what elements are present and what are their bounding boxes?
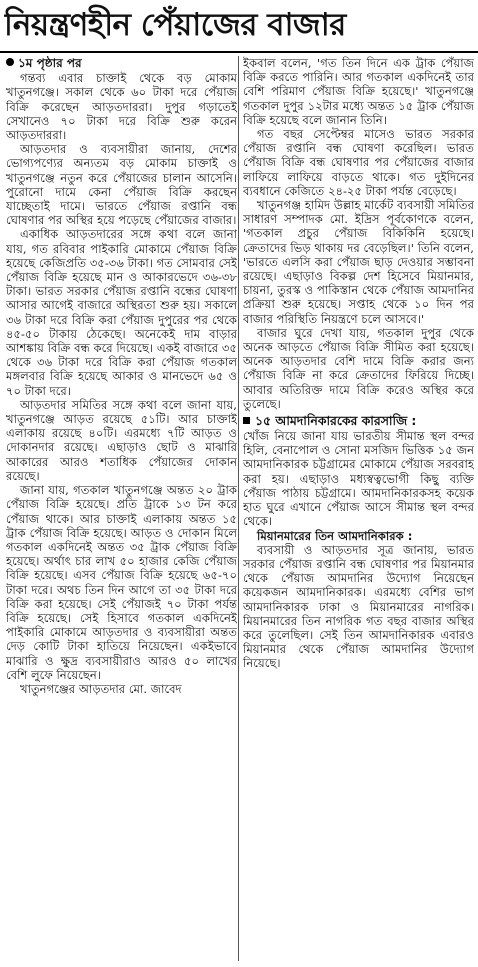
paragraph: আড়তদার ও ব্যবসায়ীরা জানায়, দেশের ভোগ্যপণ্যের অন্যতম বড় মোকাম চাক্তাই ও খাতুনগঞ্জে নতুন করে পেঁয়াজের চালান আসেনি। পুরোনো দামে কেনা পেঁয়াজ বিক্রি করছেন যাচ্ছেতাই দামে। ভারতে পেঁয়াজ রপ্তানি বন্ধ ঘোষণার পর অস্থির হয়ে পড়েছে পেঁয়াজের বাজার। — [6, 142, 237, 228]
continued-from-text: ১ম পৃষ্ঠার পর — [18, 56, 82, 70]
inline-subhead-myanmar: মিয়ানমারের তিন আমদানিকারক : — [257, 528, 413, 543]
paragraph: গন্তব্য এবার চাক্তাই থেকে বড় মোকাম খাতুনগঞ্জে। সকাল থেকে ৬০ টাকা দরে পেঁয়াজ বিক্রি করেছেন আড়তদাররা। দুপুর গড়াতেই সেখানেও ৭০ টাকা দরে বিক্রি শুরু করেন আড়তদাররা। — [6, 71, 237, 143]
paragraph: বাজার ঘুরে দেখা যায়, গতকাল দুপুর থেকে অনেক আড়তে পেঁয়াজ বিক্রি সীমিত করা হয়েছে। অনেক আড়তদার বেশি দামে বিক্রি করার জন্য পেঁয়াজ বিক্রি না করে ক্রেতাদের ফিরিয়ে দিচ্ছে। আবার অতিরিক্ত দামে বিক্রি করেও অস্থির করে তুলেছে। — [243, 325, 474, 411]
paragraph: খোঁজ নিয়ে জানা যায় ভারতীয় সীমান্ত স্থল বন্দর হিলি, বেনাপোল ও সোনা মসজিদ ভিত্তিক ১৫ জন আমদানিকারক চট্টগ্রামের মোকামে পেঁয়াজ সরবরাহ করা হয়। এছাড়াও মধ্যস্বত্বভোগী কিছু ব্যক্তি পেঁয়াজ পাঠায় চট্টগ্রামে। আমদানিকারকসহ কয়েক হাত ঘুরে এখানে পেঁয়াজ আসে সীমান্ত স্থল বন্দর থেকে। — [243, 429, 474, 529]
continued-from-label — [6, 56, 237, 70]
paragraph: একাধিক আড়তদারের সঙ্গে কথা বলে জানা যায়, গত রবিবার পাইকারি মোকামে পেঁয়াজ বিক্রি হয়েছে কেজিপ্রতি ৩৫-৩৬ টাকা। গত সোমবার সেই পেঁয়াজ বিক্রি হয়েছে মান ও আকারভেদে ৩৬-৩৮ টাকা। ভারত সরকার পেঁয়াজ রপ্তানি বন্ধের ঘোষণা আসার আগেই বাজারে অস্থিরতা শুরু হয়। সকালে ৩৬ টাকা দরে বিক্রি করা পেঁয়াজ দুপুরের পর থেকে ৪৫-৫০ টাকায় ঠেকেছে। অনেকেই দাম বাড়ার আশঙ্কায় বিক্রি বন্ধ করে দিয়েছে। একই বাজারে ৩৫ থেকে ৩৬ টাকা দরে বিক্রি করা পেঁয়াজ গতকাল মঙ্গলবার বিক্রি হয়েছে আকার ও মানভেদে ৬৫ ও ৭০ টাকা দরে। — [6, 227, 237, 398]
paragraph: খাতুনগঞ্জ হামিদ উল্লাহ মার্কেট ব্যবসায়ী সমিতির সাধারণ সম্পাদক মো. ইদ্রিস পূর্বকোণকে বলেন, 'গতকাল প্রচুর পেঁয়াজ বিকিকিনি হয়েছে। ক্রেতাদের ভিড় থাকায় দর বেড়েছিল।' তিনি বলেন, 'ভারতে এলসি করা পেঁয়াজ ছাড় দেওয়ার সম্ভাবনা রয়েছে। এছাড়াও বিকল্প দেশ হিসেবে মিয়ানমার, চায়না, তুরস্ক ও পাকিস্তান থেকে পেঁয়াজ আমদানির প্রক্রিয়া শুরু হয়েছে। সপ্তাহ থেকে ১০ দিন পর বাজার পরিস্থিতি নিয়ন্ত্রণে চলে আসবে।' — [243, 198, 474, 326]
paragraph: আড়তদার সমিতির সঙ্গে কথা বলে জানা যায়, খাতুনগঞ্জে আড়ত রয়েছে ৫১টি। আর চাক্তাই এলাকায় রয়েছে ৪০টি। এরমধ্যে ৭টি আড়ত ও দোকানদার রয়েছে। এছাড়াও ছোট ও মাঝারি আকারের আরও শতাধিক পেঁয়াজের দোকান রয়েছে। — [6, 397, 237, 483]
paragraph: জানা যায়, গতকাল খাতুনগঞ্জে অন্তত ২০ ট্রাক পেঁয়াজ বিক্রি হয়েছে। প্রতি ট্রাকে ১৩ টন করে পেঁয়াজ থাকে। আর চাক্তাই এলাকায় অন্তত ১৫ ট্রাক পেঁয়াজ বিক্রি হয়েছে। আড়ত ও দোকান মিলে গতকাল একদিনেই অন্তত ৩৫ ট্রাক পেঁয়াজ বিক্রি হয়েছে। অর্থাৎ চার লাখ ৫০ হাজার কেজি পেঁয়াজ বিক্রি হয়েছে। এসব পেঁয়াজ বিক্রি হয়েছে ৬৫-৭০ টাকা দরে। অথচ তিন দিন আগে তা ৩৫ টাকা দরে বিক্রি করা হয়েছে। সেই পেঁয়াজই ৭০ টাকা পর্যন্ত বিক্রি হয়েছে। সেই হিসাবে গতকাল একদিনেই পাইকারি মোকামে আড়তদার ও ব্যবসায়ীরা অন্তত দেড় কোটি টাকা হাতিয়ে নিয়েছেন। একইভাবে মাঝারি ও ক্ষুদ্র ব্যবসায়ীরাও আরও ৫০ লাখের বেশি লুফে নিয়েছেন। — [6, 483, 237, 682]
paragraph-with-inline-head — [243, 529, 474, 543]
paragraph: ব্যবসায়ী ও আড়তদার সূত্র জানায়, ভারত সরকার পেঁয়াজ রপ্তানি বন্ধ ঘোষণার পর মিয়ানমার থেকে পেঁয়াজ আমদানির উদ্যোগ নিয়েছেন কয়েকজন আমদানিকারক। এরমধ্যে বেশির ভাগ আমদানিকারক ঢাকা ও মিয়ানমারের নাগরিক। মিয়ানমারের তিন নাগরিক গত বছর বাজার অস্থির করে তুলেছিল। সেই তিন আমদানিকারক এবারও মিয়ানমার থেকে পেঁয়াজ আমদানির উদ্যোগ নিয়েছে। — [243, 542, 474, 671]
subhead-importers-text: ১৫ আমদানিকারকের কারসাজি : — [255, 413, 417, 429]
headline: নিয়ন্ত্রণহীন পেঁয়াজের বাজার — [4, 7, 346, 43]
square-bullet-icon — [243, 417, 250, 424]
subhead-importers — [243, 413, 474, 428]
article-column-left — [6, 56, 237, 964]
column-divider — [238, 56, 239, 961]
paragraph: গত বছর সেপ্টেম্বর মাসেও ভারত সরকার পেঁয়াজ রপ্তানি বন্ধ ঘোষণা করেছিল। ভারত পেঁয়াজ বিক্রি বন্ধ ঘোষণার পর পেঁয়াজের বাজার লাফিয়ে লাফিয়ে বাড়তে থাকে। গত দুইদিনের ব্যবধানে কেজিতে ২৪-২৫ টাকা পর্যন্ত বেড়েছে। — [243, 127, 474, 198]
bullet-icon — [6, 58, 14, 66]
headline-rule — [0, 51, 478, 53]
paragraph: খাতুনগঞ্জের আড়তদার মো. জাবেদ — [20, 681, 182, 696]
article-column-right — [243, 56, 474, 964]
paragraph: ইকবাল বলেন, 'গত তিন দিনে এক ট্রাক পেঁয়াজ বিক্রি করতে পারিনি। আর গতকাল একদিনেই তার বেশি পরিমাণ পেঁয়াজ বিক্রি হয়েছে।' খাতুনগঞ্জে গতকাল দুপুর ১২টার মধ্যে অন্তত ১৫ ট্রাক পেঁয়াজ বিক্রি হয়েছে বলে জানান তিনি। — [243, 56, 474, 127]
